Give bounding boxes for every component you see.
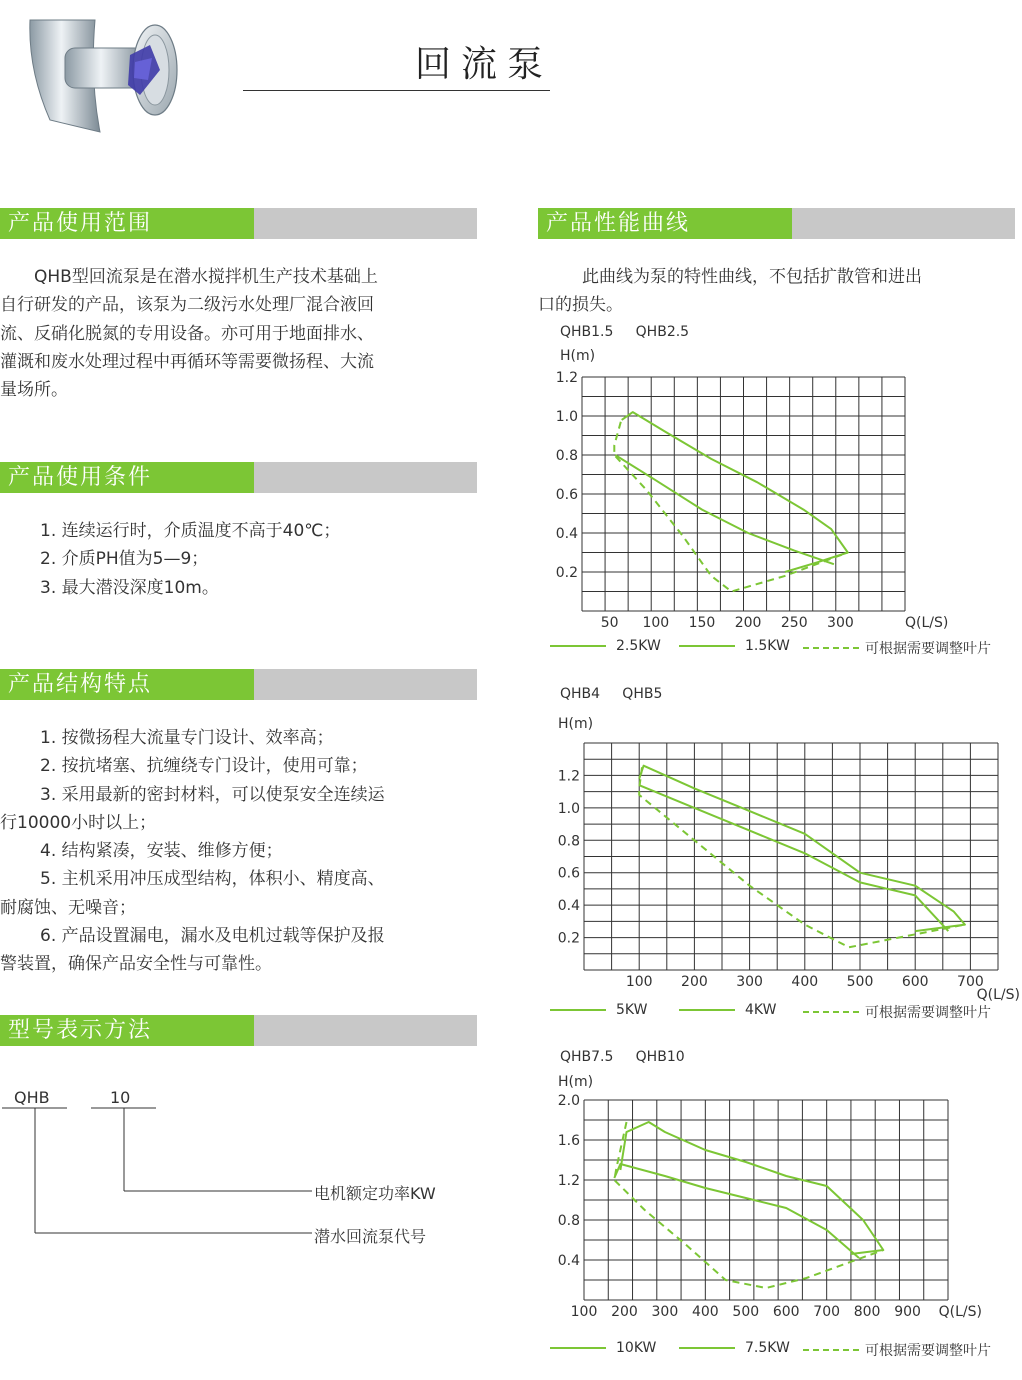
y-tick-label: 0.4 <box>555 526 578 542</box>
x-tick-label: 500 <box>732 1304 760 1320</box>
legend-item <box>679 638 790 654</box>
model-code-number: 10 <box>110 1088 131 1107</box>
legend-item <box>550 1340 656 1356</box>
list-item: 5. 主机采用冲压成型结构，体积小、精度高、 <box>40 869 385 890</box>
x-tick-label: 250 <box>780 615 808 631</box>
list-item: 6. 产品设置漏电，漏水及电机过载等保护及报 <box>40 926 385 947</box>
list-item: 3. 采用最新的密封材料，可以使泵安全连续运 <box>40 784 385 805</box>
x-tick-label: 100 <box>625 974 653 990</box>
x-tick-label: 150 <box>688 615 716 631</box>
legend-dash-swatch <box>803 1011 859 1013</box>
y-axis-label: H(m) <box>558 1074 594 1090</box>
section-bar-usage-scope <box>0 208 477 239</box>
legend-label: 1.5KW <box>745 638 790 654</box>
page-title: 回流泵 <box>415 44 554 85</box>
section-bar-usage-conditions <box>0 462 477 493</box>
legend-solid-swatch <box>679 1009 735 1011</box>
text-line: QHB型回流泵是在潜水搅拌机生产技术基础上 <box>34 267 378 287</box>
x-tick-label: 800 <box>853 1304 881 1320</box>
list-item: 3. 最大潜没深度10m。 <box>40 577 219 598</box>
y-tick-label: 1.2 <box>557 1173 580 1189</box>
usage-scope-text <box>0 263 477 404</box>
legend-solid-swatch <box>679 645 735 647</box>
series-line <box>639 766 965 931</box>
y-tick-label: 0.6 <box>555 487 578 503</box>
chart-1-models: QHB1.5 QHB2.5 <box>560 324 690 340</box>
y-axis-label: H(m) <box>558 716 594 732</box>
legend-item <box>550 1002 647 1018</box>
list-item: 2. 介质PH值为5—9； <box>40 549 209 570</box>
text-line: 流、反硝化脱氮的专用设备。亦可用于地面排水、 <box>0 323 374 344</box>
legend-item <box>803 1340 991 1360</box>
section-title-usage-scope: 产品使用范围 <box>0 208 254 239</box>
y-tick-label: 0.2 <box>557 930 580 947</box>
y-tick-label: 1.0 <box>557 800 580 817</box>
chart-1 <box>550 340 970 639</box>
x-tick-label: 900 <box>894 1304 921 1320</box>
legend-solid-swatch <box>550 645 606 647</box>
y-tick-label: 1.6 <box>557 1133 580 1149</box>
chart-1-svg <box>550 340 970 635</box>
usage-conditions-list <box>40 517 477 602</box>
x-axis-label: Q(L/S) <box>938 1304 982 1320</box>
y-tick-label: 2.0 <box>557 1093 580 1109</box>
x-tick-label: 700 <box>813 1304 841 1320</box>
list-item: 警装置，确保产品安全性与可靠性。 <box>0 954 272 975</box>
text-line: 此曲线为泵的特性曲线，不包括扩散管和进出 <box>582 267 922 287</box>
chart-2-models: QHB4 QHB5 <box>560 686 663 702</box>
y-tick-label: 1.2 <box>555 370 578 386</box>
legend-item <box>550 638 661 654</box>
x-tick-label: 700 <box>957 974 984 990</box>
legend-label: 2.5KW <box>616 638 661 654</box>
x-tick-label: 300 <box>651 1304 679 1320</box>
x-tick-label: 200 <box>681 974 708 990</box>
x-tick-label: 50 <box>600 615 619 631</box>
legend-dash-swatch <box>803 647 859 649</box>
text-line: 量场所。 <box>0 380 68 401</box>
x-tick-label: 100 <box>570 1304 598 1320</box>
series-line <box>614 1164 859 1258</box>
model-code-prefix: QHB <box>14 1088 50 1107</box>
x-axis-label: Q(L/S) <box>976 987 1020 1002</box>
legend-label: 可根据需要调整叶片 <box>865 641 991 657</box>
y-tick-label: 0.6 <box>557 865 580 882</box>
y-tick-label: 0.8 <box>555 448 578 464</box>
legend-item <box>679 1002 776 1018</box>
chart-1-legend <box>550 638 1020 658</box>
legend-label: 10KW <box>616 1340 657 1356</box>
series-line <box>615 455 834 564</box>
x-tick-label: 200 <box>734 615 762 631</box>
legend-label: 7.5KW <box>745 1340 790 1356</box>
y-tick-label: 0.8 <box>557 1213 580 1229</box>
y-axis-label: H(m) <box>560 348 596 364</box>
list-item: 行10000小时以上； <box>0 812 157 833</box>
x-tick-label: 400 <box>791 974 819 990</box>
legend-item <box>803 638 991 658</box>
chart-3-models: QHB7.5 QHB10 <box>560 1049 685 1065</box>
curves-intro <box>538 263 1015 320</box>
legend-label: 可根据需要调整叶片 <box>865 1005 991 1021</box>
text-line: 灌溉和废水处理过程中再循环等需要微扬程、大流 <box>0 351 374 372</box>
legend-solid-swatch <box>550 1009 606 1011</box>
section-bar-model <box>0 1015 477 1046</box>
legend-dash-swatch <box>803 1349 859 1351</box>
y-tick-label: 1.0 <box>555 409 578 425</box>
x-tick-label: 300 <box>736 974 763 990</box>
series-line <box>620 1122 883 1254</box>
legend-solid-swatch <box>679 1347 735 1349</box>
section-title-structure: 产品结构特点 <box>0 669 254 700</box>
list-item: 1. 连续运行时，介质温度不高于40℃； <box>40 521 341 541</box>
legend-solid-swatch <box>550 1347 606 1349</box>
chart-3-legend <box>550 1340 1020 1360</box>
x-tick-label: 100 <box>642 615 670 631</box>
x-tick-label: 600 <box>772 1304 800 1320</box>
chart-2-legend <box>550 1002 1020 1022</box>
list-item: 1. 按微扬程大流量专门设计、效率高； <box>40 728 334 748</box>
y-tick-label: 1.2 <box>557 768 580 785</box>
structure-list <box>0 724 477 979</box>
series-line <box>639 767 965 947</box>
chart-2 <box>550 706 1022 1006</box>
chart-2-svg <box>550 706 1022 1002</box>
series-line <box>622 412 848 572</box>
series-line <box>614 1122 883 1288</box>
legend-label: 4KW <box>745 1002 777 1018</box>
legend-item <box>679 1340 790 1356</box>
pump-image <box>20 0 195 140</box>
section-bar-curves <box>538 208 1015 239</box>
x-tick-label: 300 <box>827 615 854 631</box>
text-line: 口的损失。 <box>538 295 623 316</box>
series-line <box>639 785 948 931</box>
y-tick-label: 0.2 <box>555 565 578 581</box>
title-rule <box>243 90 550 91</box>
legend-label: 可根据需要调整叶片 <box>865 1343 991 1359</box>
section-bar-structure <box>0 669 477 700</box>
list-item: 2. 按抗堵塞、抗缠绕专门设计，使用可靠； <box>40 756 368 777</box>
model-label-code: 潜水回流泵代号 <box>314 1227 427 1246</box>
x-tick-label: 600 <box>901 974 929 990</box>
section-title-model: 型号表示方法 <box>0 1015 254 1046</box>
y-tick-label: 0.4 <box>557 1253 580 1269</box>
section-title-curves: 产品性能曲线 <box>538 208 792 239</box>
x-axis-label: Q(L/S) <box>905 615 949 631</box>
chart-3-svg <box>550 1066 1010 1324</box>
x-tick-label: 500 <box>846 974 874 990</box>
x-tick-label: 400 <box>691 1304 719 1320</box>
y-tick-label: 0.4 <box>557 898 580 915</box>
section-title-usage-conditions: 产品使用条件 <box>0 462 254 493</box>
x-tick-label: 200 <box>611 1304 638 1320</box>
text-line: 自行研发的产品，该泵为二级污水处理厂混合液回 <box>0 295 374 316</box>
list-item: 耐腐蚀、无噪音； <box>0 897 136 918</box>
list-item: 4. 结构紧凑，安装、维修方便； <box>40 841 283 862</box>
y-tick-label: 0.8 <box>557 833 580 850</box>
chart-3 <box>550 1066 1010 1328</box>
legend-item <box>803 1002 991 1022</box>
legend-label: 5KW <box>616 1002 648 1018</box>
model-label-power: 电机额定功率KW <box>314 1184 436 1203</box>
model-diagram-lines <box>0 1100 320 1240</box>
